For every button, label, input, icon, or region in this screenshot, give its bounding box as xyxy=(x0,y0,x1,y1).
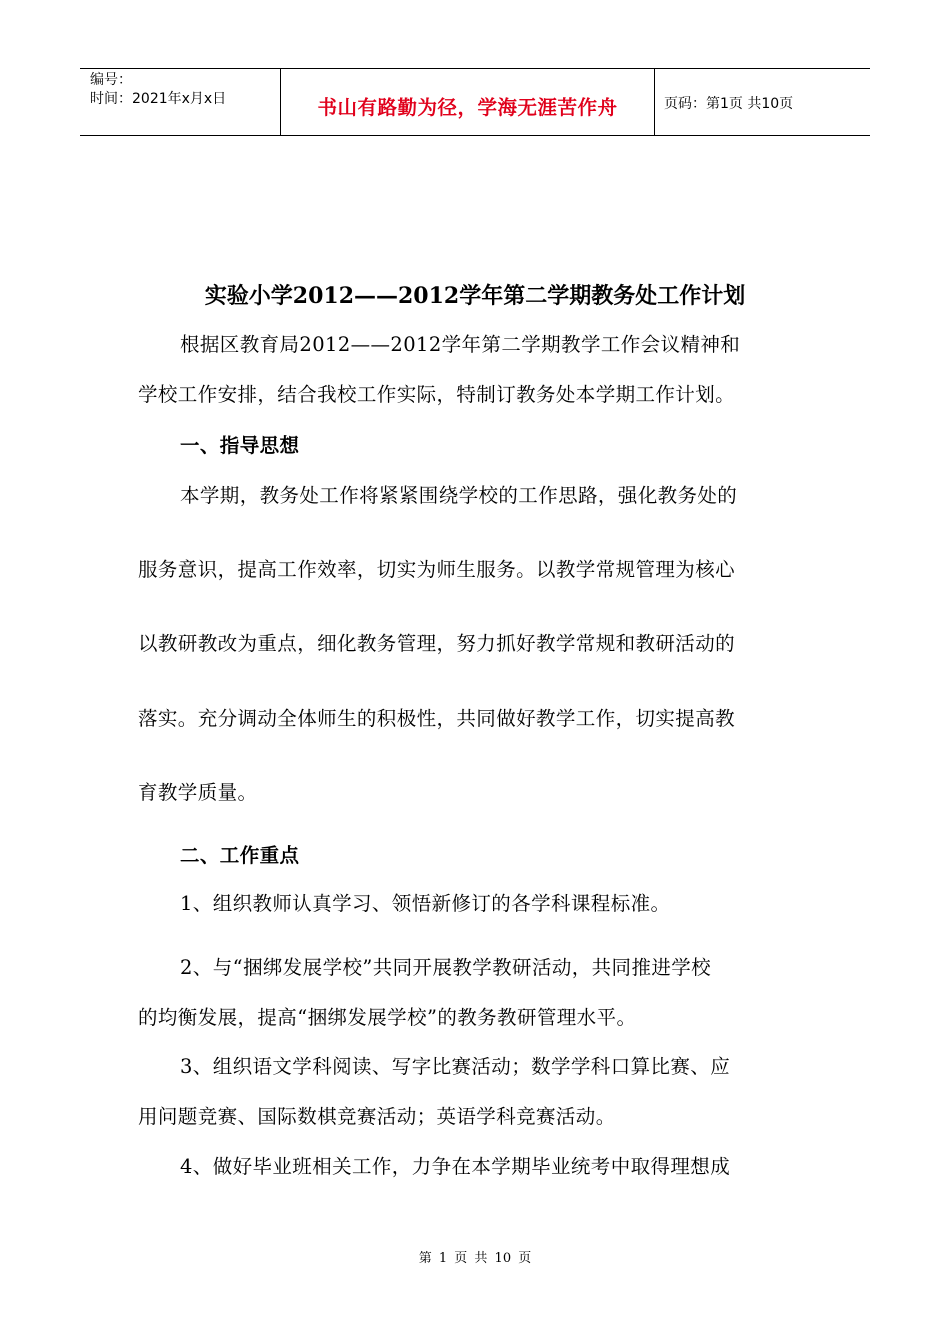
body-line: 服务意识，提高工作效率，切实为师生服务。以教学常规管理为核心 xyxy=(138,558,736,581)
body-line: 用问题竞赛、国际数棋竞赛活动；英语学科竞赛活动。 xyxy=(138,1105,616,1128)
body-line: 学校工作安排，结合我校工作实际，特制订教务处本学期工作计划。 xyxy=(138,383,736,406)
header-page-cell xyxy=(655,69,870,135)
body-line: 以教研教改为重点，细化教务管理，努力抓好教学常规和教研活动的 xyxy=(138,632,736,655)
footer-page-number: 第 1 页 共 10 页 xyxy=(418,1251,532,1266)
page-header xyxy=(80,68,870,136)
body-line: 落实。充分调动全体师生的积极性，共同做好教学工作，切实提高教 xyxy=(138,707,736,730)
document-title: 实验小学2012——2012学年第二学期教务处工作计划 xyxy=(204,283,746,309)
list-item: 4、做好毕业班相关工作，力争在本学期毕业统考中取得理想成 xyxy=(180,1155,731,1178)
body-line: 育教学质量。 xyxy=(138,781,258,804)
motto-text: 书山有路勤为径，学海无涯苦作舟 xyxy=(317,96,618,119)
page-info: 页码：第1页 共10页 xyxy=(664,96,794,112)
body-line: 根据区教育局2012——2012学年第二学期教学工作会议精神和 xyxy=(180,333,741,356)
section-heading-guiding-ideas: 一、指导思想 xyxy=(180,434,300,457)
date-label: 时间：2021年x月x日 xyxy=(90,91,227,107)
page-footer xyxy=(0,1247,950,1266)
body-line: 的均衡发展，提高“捆绑发展学校”的教务教研管理水平。 xyxy=(138,1006,637,1029)
list-item: 2、与“捆绑发展学校”共同开展教学教研活动，共同推进学校 xyxy=(180,956,712,979)
header-meta-cell xyxy=(80,69,281,135)
number-label: 编号： xyxy=(90,72,132,88)
body-line: 本学期，教务处工作将紧紧围绕学校的工作思路，强化教务处的 xyxy=(180,484,738,507)
header-motto-cell xyxy=(281,69,655,135)
list-item: 1、组织教师认真学习、领悟新修订的各学科课程标准。 xyxy=(180,892,671,915)
list-item: 3、组织语文学科阅读、写字比赛活动；数学学科口算比赛、应 xyxy=(180,1055,731,1078)
section-heading-work-focus: 二、工作重点 xyxy=(180,844,300,867)
